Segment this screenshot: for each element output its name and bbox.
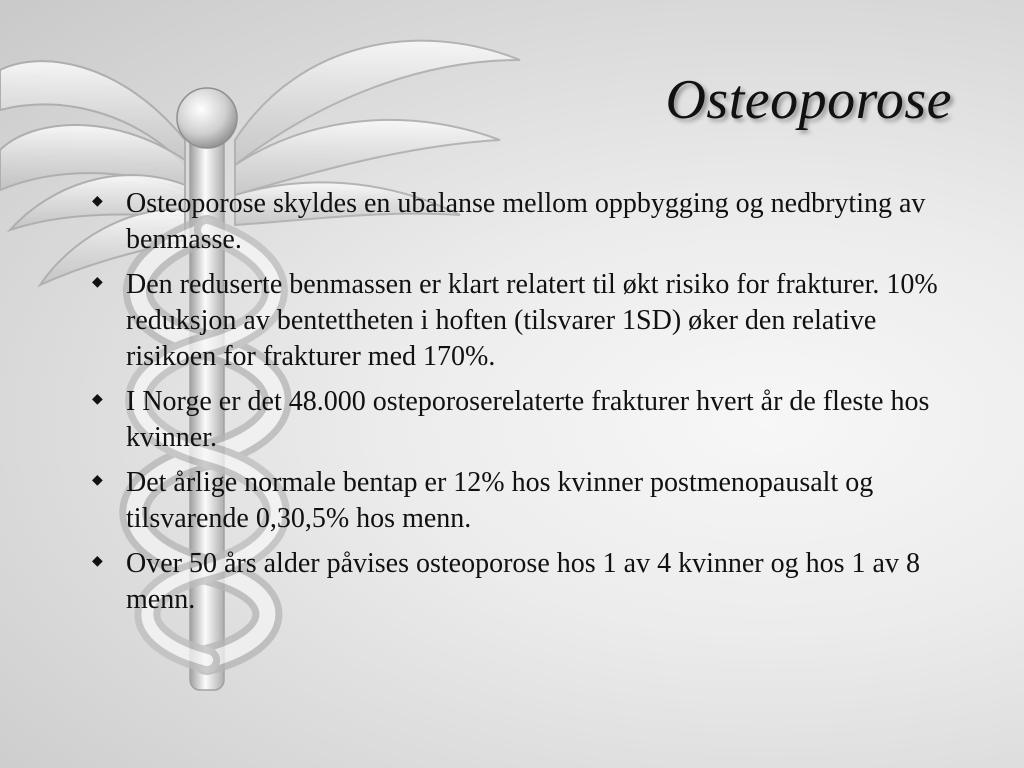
diamond-bullet-icon: ◆ (92, 554, 103, 569)
bullet-list (90, 186, 950, 627)
diamond-bullet-icon: ◆ (92, 194, 103, 209)
diamond-bullet-icon: ◆ (92, 275, 103, 290)
bullet-item (90, 267, 950, 375)
bullet-text: Over 50 års alder påvises osteoporose hos 1 av 4 kvinner og hos 1 av 8 menn. (126, 548, 920, 615)
bullet-text: Osteoporose skyldes en ubalanse mellom oppbygging og nedbryting av benmasse. (126, 188, 926, 255)
bullet-text: I Norge er det 48.000 osteporoserelaterte frakturer hvert år de fleste hos kvinner. (126, 386, 930, 453)
bullet-item (90, 546, 950, 618)
bullet-item (90, 186, 950, 258)
bullet-item (90, 384, 950, 456)
diamond-bullet-icon: ◆ (92, 473, 103, 488)
bullet-item (90, 465, 950, 537)
bullet-text: Det årlige normale bentap er 12% hos kvinner postmenopausalt og tilsvarende 0,30,5% hos menn. (126, 467, 874, 534)
diamond-bullet-icon: ◆ (92, 392, 103, 407)
bullet-text: Den reduserte benmassen er klart relatert til økt risiko for frakturer. 10% reduksjon av bentettheten i hoften (tilsvarer 1SD) øker den relative risikoen for frakturer med 170%. (126, 269, 938, 372)
slide-title: Osteoporose (665, 69, 952, 131)
